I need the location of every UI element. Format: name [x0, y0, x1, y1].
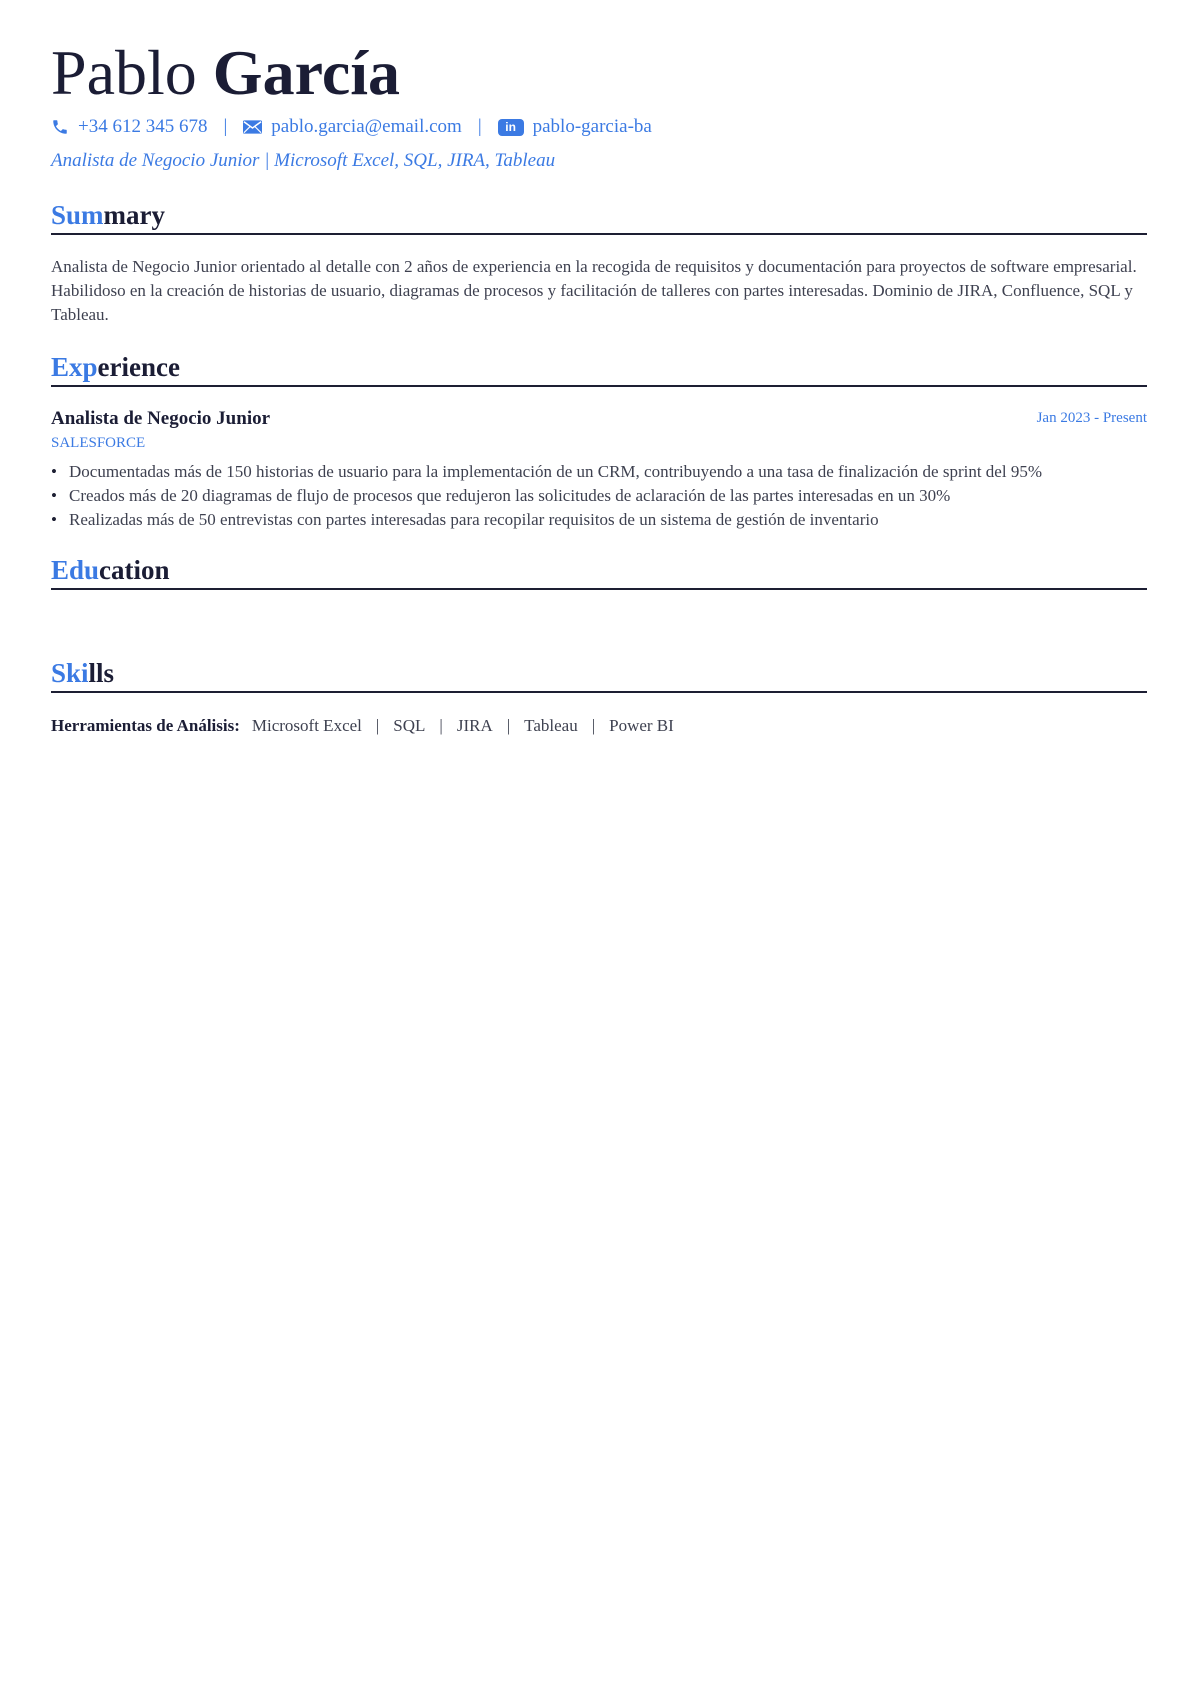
skills-heading [51, 656, 1147, 693]
job-title: Analista de Negocio Junior [51, 408, 271, 429]
phone-icon [51, 118, 78, 136]
summary-text: Analista de Negocio Junior orientado al detalle con 2 años de experiencia en la recogida de requisitos y documentación para proyectos de software empresarial. Habilidoso en la creación de historias de usuario, diagramas de procesos y facilitación de talleres con partes interesadas. Dominio de JIRA, Confluence, SQL y Tableau. [51, 257, 1137, 324]
skill-item: SQL [393, 716, 426, 735]
skill-separator: | [506, 716, 511, 735]
experience-heading-accent: Exp [51, 352, 98, 382]
skill-item: Microsoft Excel [251, 716, 362, 735]
linkedin-text: pablo-garcia-ba [532, 116, 652, 137]
job-company: SALESFORCE [51, 435, 146, 451]
phone-contact[interactable] [51, 116, 207, 138]
contact-separator: | [223, 116, 228, 137]
contact-separator: | [477, 116, 482, 137]
job-bullet: • Realizadas más de 50 entrevistas con partes interesadas para recopilar requisitos de un sistema de gestión de inventario [51, 508, 1147, 532]
phone-text: +34 612 345 678 [78, 116, 208, 137]
linkedin-icon [498, 119, 524, 136]
email-contact[interactable] [243, 116, 462, 138]
summary-heading [51, 198, 1147, 235]
skill-separator: | [439, 716, 443, 735]
experience-heading [51, 350, 1147, 387]
skills-row [51, 714, 674, 738]
summary-heading-rest: mary [103, 200, 166, 230]
skill-separator: | [375, 716, 380, 735]
skill-item: Power BI [609, 716, 674, 735]
envelope-icon [243, 120, 271, 134]
skills-heading-rest: lls [88, 658, 115, 688]
skills-list [252, 714, 674, 738]
job-bullet: • Documentadas más de 150 historias de usuario para la implementación de un CRM, contribuyendo a una tasa de finalización de sprint del 95% [51, 460, 1147, 484]
candidate-name [51, 34, 400, 112]
job-bullets [51, 460, 1147, 532]
skills-label: Herramientas de Análisis: [51, 716, 240, 735]
skill-item: JIRA [456, 716, 493, 735]
job-dates: Jan 2023 - Present [1036, 410, 1147, 426]
skills-heading-accent: Ski [51, 658, 89, 688]
experience-heading-rest: erience [97, 352, 180, 382]
email-text: pablo.garcia@email.com [271, 116, 462, 137]
last-name: García [212, 37, 400, 108]
education-heading-accent: Edu [51, 555, 100, 585]
education-heading-rest: cation [99, 555, 170, 585]
summary-heading-accent: Sum [51, 200, 104, 230]
linkedin-badge-text: in [505, 119, 516, 134]
education-heading [51, 553, 1147, 590]
skill-item: Tableau [524, 716, 578, 735]
job-bullet: • Creados más de 20 diagramas de flujo de procesos que redujeron las solicitudes de aclaración de las partes interesadas en un 30% [51, 484, 1147, 508]
linkedin-contact[interactable] [498, 116, 652, 138]
skill-separator: | [591, 716, 596, 735]
first-name: Pablo [51, 37, 197, 108]
contact-line [51, 112, 652, 142]
headline: Analista de Negocio Junior | Microsoft Excel, SQL, JIRA, Tableau [51, 150, 556, 171]
